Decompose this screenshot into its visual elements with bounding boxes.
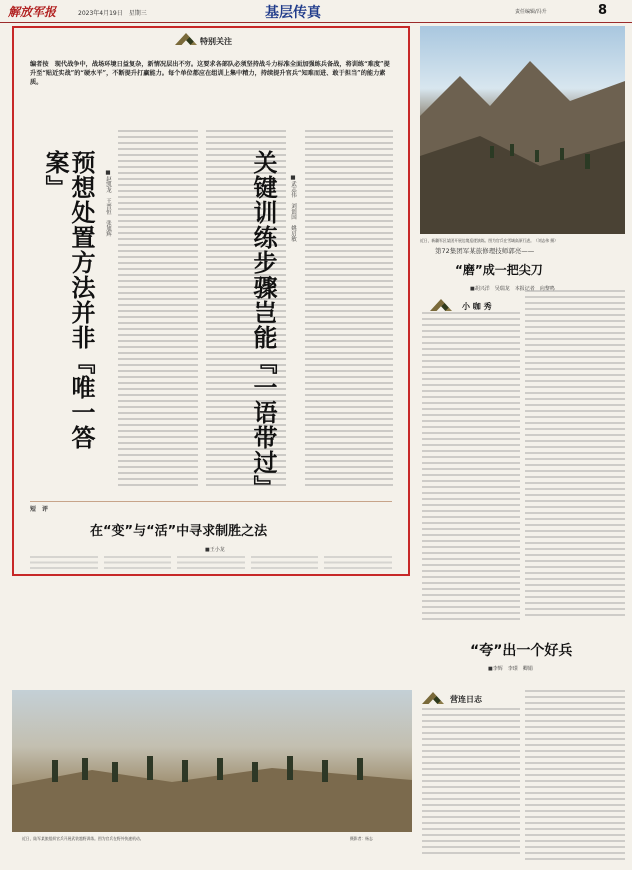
training-photo-caption: 近日，陆军某旅组织官兵开展武装越野训练。图为官兵在野外快速机动。 [22,836,144,841]
right-article-title: 关键训练步骤岂能『一语带过』 [249,150,277,500]
left-article-body [118,130,198,490]
short-col [104,556,172,572]
section-title: 基层传真 [265,5,321,21]
short-col [251,556,319,572]
feature-tag: 特别关注 [200,37,232,46]
profile-title: “磨”成一把尖刀 [455,263,543,277]
newspaper-logo: 解放军报 [8,5,57,19]
profile-subhead: 小 咖 秀 [462,302,492,311]
camo-emblem-icon [422,692,444,704]
short-commentary-author: ■王小龙 [205,547,225,553]
patrol-scene [420,26,625,234]
short-col [30,556,98,572]
short-commentary-body [30,556,392,572]
editor-credit: 责任编辑/冯升 [515,9,547,15]
profile-body-left [422,312,520,624]
patrol-photo-caption: 近日，新疆军区某团开展边境巡逻演练。图为官兵在雪域高原行进。（刘志伟 摄） [420,238,558,243]
training-scene [12,690,412,832]
bottom-article-byline: ■李辉 李璟 卿娟 [488,666,533,672]
editor-note: 编者按 现代战争中，战场环境日益复杂，新情况层出不穷。这要求各部队必须坚持战斗力标准全面加强练兵备战，将训练“难度”提升至“贴近实战”的“硬水平”，不断提升打赢能力。每个单位都应在组训上集中精力，持续提升官兵“知难而进、敢于担当”的能力素质。 [30,61,390,86]
right-article-byline: ■武志伟 刘创国 姚启敏 [290,175,296,242]
short-col [324,556,392,572]
profile-body-right [525,290,625,620]
short-commentary-label: 短 评 [30,506,49,513]
bottom-article-subhead: 营连日志 [450,695,482,704]
page-number: 8 [598,3,608,18]
profile-byline: ■胡兴洋 吴瑞龙 本报记者 向黎鸣 [470,286,555,292]
short-commentary-title: 在“变”与“活”中寻求制胜之法 [90,524,268,539]
left-article-byline: ■赵凯龙 王晋恒 张旭辉 [105,170,111,237]
profile-kicker: 第72集团军某旅修理技师郭亮—— [435,247,535,255]
right-article-body-2 [305,130,393,490]
bottom-article-body-right [525,690,625,860]
short-commentary-divider [30,501,392,502]
short-col [177,556,245,572]
bottom-article-body-left [422,708,520,858]
training-photo-credit: 摄影者：杨志 [350,836,373,841]
bottom-article-title: “夸”出一个好兵 [470,643,573,659]
camo-emblem-icon [430,299,452,311]
issue-date: 2023年4月19日 星期三 [78,10,147,17]
training-photo [12,690,412,832]
left-article-title: 预想处置方法并非『唯一答案』 [41,150,95,450]
patrol-photo [420,26,625,234]
